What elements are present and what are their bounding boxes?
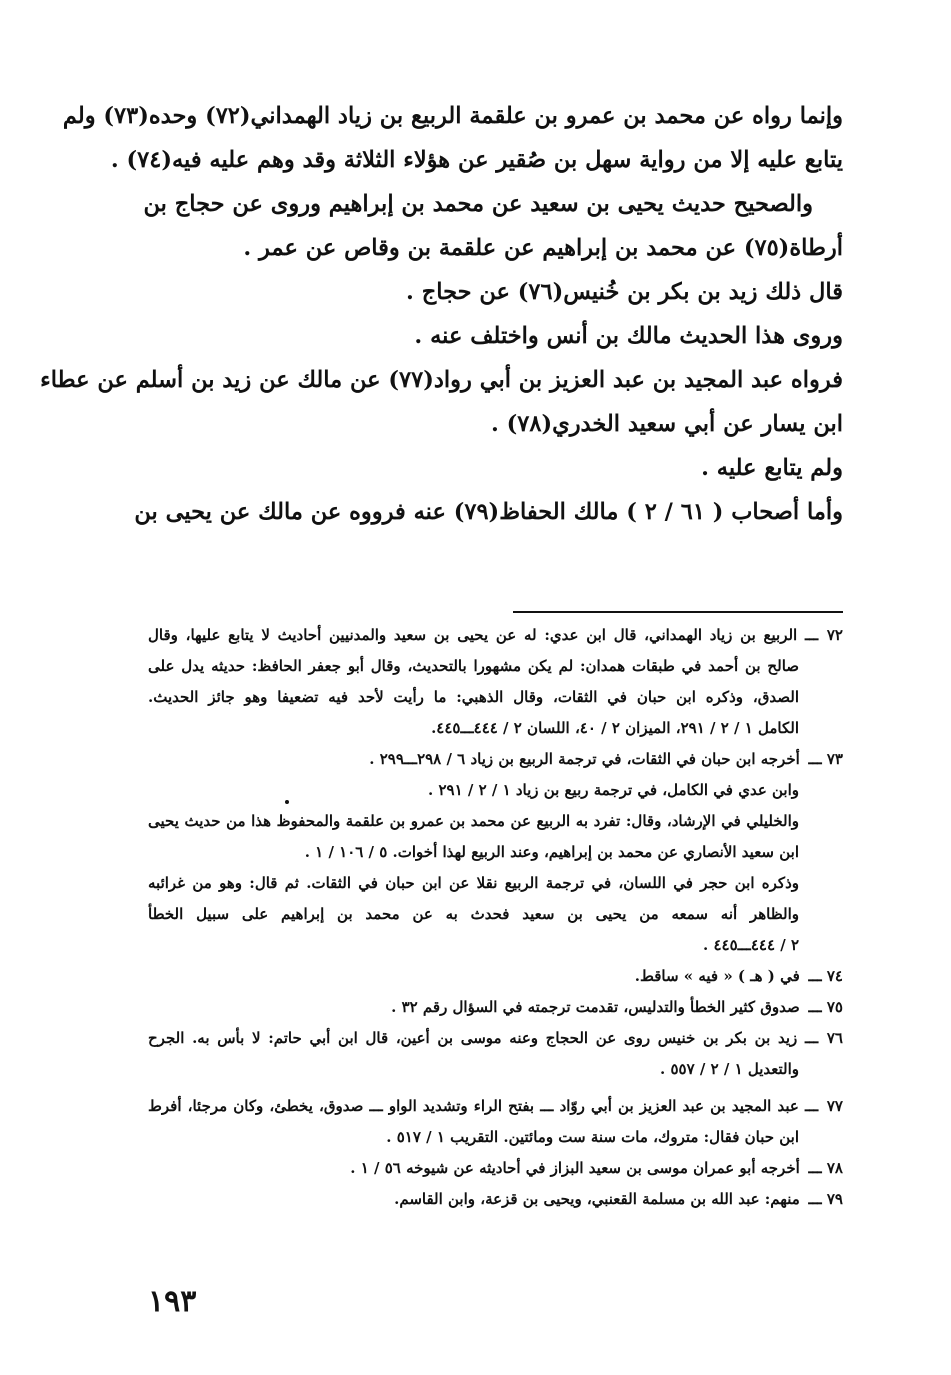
- footnote-line: [148, 1184, 843, 1215]
- footnote-text: أخرجه ابن حبان في الثقات، في ترجمة الربيع بن زياد ٦ / ٢٩٨ـــ٢٩٩ .: [369, 750, 800, 768]
- text-line: ولم يتابع عليه .: [701, 455, 843, 481]
- footnote-line: والخليلي في الإرشاد، وقال: تفرد به الربيع عن محمد بن عمرو بن علقمة والمحفوظ هذا من حديث يحيى: [148, 812, 799, 830]
- text-line: ابن يسار عن أبي سعيد الخدري(٧٨) .: [490, 411, 843, 437]
- paragraph: [62, 94, 843, 182]
- footnote-text: زيد بن بكر بن خنيس روى عن الحجاج وعنه موسى بن أعين، قال ابن أبي حاتم: لا بأس به. الجرح: [148, 1029, 798, 1047]
- text-line: وإنما رواه عن محمد بن عمرو بن علقمة الربيع بن زياد الهمداني(٧٢) وحده(٧٣) ولم: [62, 103, 843, 129]
- footnote-line: [148, 1153, 843, 1184]
- footnote-number: ٧٣ ـــ: [808, 750, 843, 768]
- footnote-number: ٧٥ ـــ: [808, 998, 843, 1016]
- paragraph: [143, 182, 843, 270]
- footnote-text: عبد المجيد بن عبد العزيز بن أبي روّاد ـــ بفتح الراء وتشديد الواو ـــ صدوق، يخطئ، وكان مرجئا، أفرط: [148, 1097, 799, 1115]
- paragraph: [148, 446, 843, 490]
- footnote-line: ابن سعيد الأنصاري عن محمد بن إبراهيم، وعند الربيع لهذا أخوات. ٥ / ١٠٦ / ١ .: [304, 843, 799, 861]
- footnote-number: ٧٢ ـــ: [805, 626, 843, 644]
- footnote-line: وابن عدي في الكامل، في ترجمة ربيع بن زياد ١ / ٢ / ٢٩١ .: [428, 781, 799, 799]
- footnote-line: الكامل ١ / ٢ / ٢٩١، الميزان ٢ / ٤٠، اللسان ٢ / ٤٤٤ـــ٤٤٥.: [431, 719, 799, 737]
- text-line: فرواه عبد المجيد بن عبد العزيز بن أبي رواد(٧٧) عن مالك عن زيد بن أسلم عن عطاء: [40, 367, 843, 393]
- footnote-line: [148, 961, 843, 992]
- text-line: يتابع عليه إلا من رواية سهل بن صُقير عن هؤلاء الثلاثة وقد وهم عليه فيه(٧٤) .: [110, 147, 843, 173]
- footnote-number: ٧٩ ـــ: [808, 1190, 843, 1208]
- footnote-line: [148, 744, 843, 775]
- footnote-text: الربيع بن زياد الهمداني، قال ابن عدي: له عن يحيى بن سعيد والمدنيين أحاديث لا يتابع عليها، وقال: [148, 626, 798, 644]
- page-number: ١٩٣: [148, 1284, 197, 1319]
- paragraph: [148, 314, 843, 358]
- footnote-text: صدوق كثير الخطأ والتدليس، تقدمت ترجمته في السؤال رقم ٣٢ .: [391, 998, 800, 1016]
- footnote-line: [148, 1091, 843, 1122]
- text-line: والصحيح حديث يحيى بن سعيد عن محمد بن إبراهيم وروى عن حجاج بن: [143, 191, 813, 217]
- paragraph: [40, 358, 843, 446]
- footnote-76: [148, 1023, 843, 1085]
- footnote-77: [148, 1091, 843, 1153]
- footnotes: [148, 620, 843, 1215]
- footnote-line: وذكره ابن حجر في اللسان، في ترجمة الربيع نقلا عن ابن حبان في الثقات. ثم قال: وهو من غرائبه: [148, 874, 799, 892]
- footnote-72: [148, 620, 843, 744]
- footnote-73: [148, 744, 843, 961]
- footnote-line: الصدق، وذكره ابن حبان في الثقات، وقال الذهبي: ما رأيت لأحد فيه تضعيفا وهو جائز الحديث.: [148, 688, 799, 706]
- main-text: [40, 94, 843, 534]
- footnote-separator: [513, 611, 843, 613]
- print-speck: [285, 800, 289, 804]
- text-line: قال ذلك زيد بن بكر بن خُنيس(٧٦) عن حجاج .: [406, 279, 843, 305]
- footnote-line: [148, 620, 843, 651]
- footnote-line: والظاهر أنه سمعه من يحيى بن سعيد فحدث به عن محمد بن إبراهيم على سبيل الخطأ: [148, 905, 799, 923]
- footnote-74: [148, 961, 843, 992]
- footnote-number: ٧٨ ـــ: [808, 1159, 843, 1177]
- footnote-line: ٢ / ٤٤٤ـــ٤٤٥ .: [703, 936, 799, 954]
- footnote-line: والتعديل ١ / ٢ / ٥٥٧ .: [660, 1060, 799, 1078]
- footnote-text: منهم: عبد الله بن مسلمة القعنبي، ويحيى بن قزعة، وابن القاسم.: [394, 1190, 800, 1208]
- footnote-79: [148, 1184, 843, 1215]
- footnote-line: صالح بن أحمد في طبقات همدان: لم يكن مشهورا بالتحديث، وقال أبو جعفر الحافظ: حديثه يدل على: [148, 657, 799, 675]
- footnote-number: ٧٦ ـــ: [804, 1029, 843, 1047]
- footnote-line: [148, 992, 843, 1023]
- footnote-text: أخرجه أبو عمران موسى بن سعيد البزاز في أحاديثه عن شيوخه ٥٦ / ١ .: [350, 1159, 800, 1177]
- text-line: وأما أصحاب ( ٦١ / ٢ ) مالك الحفاظ(٧٩) عنه فرووه عن مالك عن يحيى بن: [134, 499, 843, 525]
- footnote-number: ٧٧ ـــ: [805, 1097, 843, 1115]
- footnote-75: [148, 992, 843, 1023]
- paragraph: [134, 490, 843, 534]
- paragraph: [148, 270, 843, 314]
- footnote-line: [148, 1023, 843, 1054]
- text-line: وروى هذا الحديث مالك بن أنس واختلف عنه .: [414, 323, 843, 349]
- footnote-78: [148, 1153, 843, 1184]
- footnote-number: ٧٤ ـــ: [808, 967, 843, 985]
- footnote-text: في ( هـ ) « فيه » ساقط.: [634, 967, 800, 985]
- footnote-line: ابن حبان فقال: متروك، مات سنة ست ومائتين. التقريب ١ / ٥١٧ .: [386, 1128, 799, 1146]
- text-line: أرطاة(٧٥) عن محمد بن إبراهيم عن علقمة بن وقاص عن عمر .: [243, 235, 843, 261]
